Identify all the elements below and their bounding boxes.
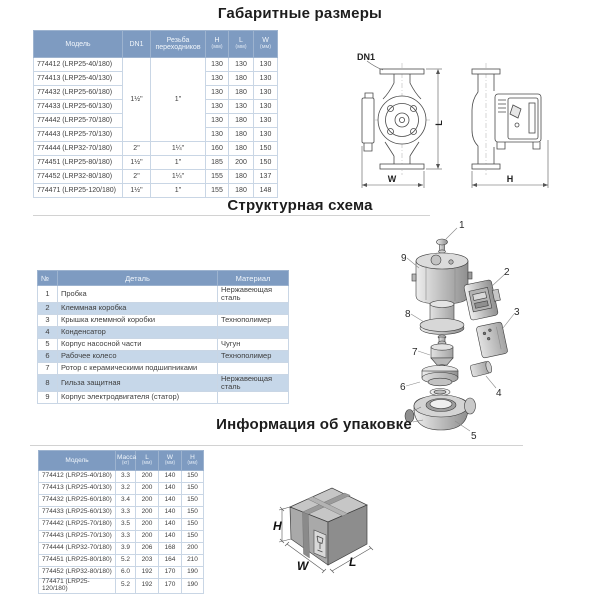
cell-l: 200 xyxy=(136,495,159,507)
dimension-line-l xyxy=(426,69,442,169)
cell-model: 774444 (LRP32-70/180) xyxy=(39,543,116,555)
cell-model: 774432 (LRP25-60/180) xyxy=(39,495,116,507)
label-box-h: H xyxy=(273,519,282,533)
table-row xyxy=(39,555,204,567)
cell-model: 774443 (LRP25-70/130) xyxy=(39,531,116,543)
cell-model: 774442 (LRP25-70/180) xyxy=(39,519,116,531)
callout-6: 6 xyxy=(400,382,406,393)
cell-w: 140 xyxy=(159,531,182,543)
cell-model: 774452 (LRP32-80/180) xyxy=(39,567,116,579)
cell-w: 130 xyxy=(254,72,278,86)
part-terminal-box xyxy=(464,278,504,320)
cell-h: 130 xyxy=(206,128,229,142)
table-row xyxy=(38,326,289,338)
cell-l: 180 xyxy=(229,128,254,142)
callout-8: 8 xyxy=(405,309,411,320)
cell-mass: 3.5 xyxy=(116,519,136,531)
package-box xyxy=(290,488,367,565)
cell-part: Пробка xyxy=(58,286,218,303)
cell-w: 150 xyxy=(254,142,278,156)
label-h: H xyxy=(506,174,514,184)
cell-w: 148 xyxy=(254,184,278,198)
col-model: Модель xyxy=(34,31,123,58)
cell-h: 200 xyxy=(182,543,204,555)
cell-w: 140 xyxy=(159,507,182,519)
parts-table-header xyxy=(38,271,289,286)
cell-thread: 1¼" xyxy=(151,142,206,156)
cell-dn1: 2" xyxy=(123,170,151,184)
table-row xyxy=(38,350,289,362)
cell-part: Рабочее колесо xyxy=(58,350,218,362)
table-row xyxy=(38,362,289,374)
section-divider-2 xyxy=(30,445,523,446)
cell-w: 137 xyxy=(254,170,278,184)
pump-dimension-drawing xyxy=(345,45,595,195)
part-motor-housing xyxy=(412,253,472,304)
callout-7: 7 xyxy=(412,347,418,358)
cell-l: 200 xyxy=(136,483,159,495)
cell-w: 130 xyxy=(254,86,278,100)
col-h: H (мм) xyxy=(182,451,204,471)
cell-l: 180 xyxy=(229,86,254,100)
cell-number: 1 xyxy=(38,286,58,303)
label-dn1: DN1 xyxy=(357,52,376,62)
cell-number: 2 xyxy=(38,302,58,314)
col-model: Модель xyxy=(39,451,116,471)
label-box-l: L xyxy=(349,555,357,569)
cell-h: 130 xyxy=(206,86,229,100)
col-l: L (мм) xyxy=(229,31,254,58)
table-row xyxy=(38,391,289,403)
cell-mass: 5.2 xyxy=(116,555,136,567)
cell-number: 8 xyxy=(38,374,58,391)
table-row xyxy=(38,286,289,303)
cell-thread: 1" xyxy=(151,156,206,170)
col-mass: Масса (кг) xyxy=(116,451,136,471)
pump-side-view xyxy=(472,63,541,175)
col-w: W (мм) xyxy=(254,31,278,58)
cell-material: Нержавеющая сталь xyxy=(218,286,289,303)
table-row xyxy=(34,142,278,156)
cell-part: Клеммная коробка xyxy=(58,302,218,314)
cell-part: Гильза защитная xyxy=(58,374,218,391)
cell-w: 170 xyxy=(159,579,182,594)
table-row xyxy=(38,302,289,314)
col-h: H (мм) xyxy=(206,31,229,58)
table-row xyxy=(39,483,204,495)
cell-model: 774444 (LRP32-70/180) xyxy=(34,142,123,156)
cell-l: 200 xyxy=(136,507,159,519)
cell-number: 6 xyxy=(38,350,58,362)
callout-4: 4 xyxy=(496,388,502,399)
cell-model: 774443 (LRP25-70/130) xyxy=(34,128,123,142)
cell-material xyxy=(218,362,289,374)
table-row xyxy=(39,543,204,555)
cell-h: 155 xyxy=(206,184,229,198)
cell-model: 774451 (LRP25-80/180) xyxy=(34,156,123,170)
cell-thread: 1" xyxy=(151,58,206,142)
callout-1: 1 xyxy=(459,220,465,231)
table-row xyxy=(38,374,289,391)
cell-part: Корпус насосной части xyxy=(58,338,218,350)
cell-w: 130 xyxy=(254,100,278,114)
cell-h: 130 xyxy=(206,114,229,128)
section-divider-1 xyxy=(33,215,430,216)
cell-h: 185 xyxy=(206,156,229,170)
cell-material xyxy=(218,326,289,338)
part-impeller xyxy=(422,366,458,396)
cell-number: 4 xyxy=(38,326,58,338)
cell-w: 140 xyxy=(159,483,182,495)
section-title-packaging: Информация об упаковке xyxy=(216,416,412,433)
cell-w: 130 xyxy=(254,58,278,72)
cell-model: 774412 (LRP25-40/180) xyxy=(34,58,123,72)
cell-w: 170 xyxy=(159,567,182,579)
cell-w: 140 xyxy=(159,495,182,507)
cell-model: 774433 (LRP25-60/130) xyxy=(34,100,123,114)
fragile-label-icon xyxy=(314,530,326,558)
cell-w: 150 xyxy=(254,156,278,170)
cell-l: 192 xyxy=(136,567,159,579)
parts-table xyxy=(37,270,289,404)
cell-h: 150 xyxy=(182,471,204,483)
cell-model: 774413 (LRP25-40/130) xyxy=(34,72,123,86)
cell-w: 164 xyxy=(159,555,182,567)
cell-number: 5 xyxy=(38,338,58,350)
cell-part: Корпус электродвигателя (статор) xyxy=(58,391,218,403)
cell-dn1: 1½" xyxy=(123,184,151,198)
cell-dn1: 2" xyxy=(123,142,151,156)
table-row xyxy=(34,156,278,170)
table-row xyxy=(39,495,204,507)
callout-9: 9 xyxy=(401,253,407,264)
cell-mass: 3.4 xyxy=(116,495,136,507)
cell-mass: 3.3 xyxy=(116,471,136,483)
table-row xyxy=(39,471,204,483)
cell-material: Чугун xyxy=(218,338,289,350)
cell-l: 180 xyxy=(229,142,254,156)
cell-l: 130 xyxy=(229,100,254,114)
pump-front-view xyxy=(362,63,431,175)
cell-w: 168 xyxy=(159,543,182,555)
table-row xyxy=(34,58,278,72)
cell-material: Технополимер xyxy=(218,314,289,326)
cell-mass: 3.3 xyxy=(116,531,136,543)
cell-l: 180 xyxy=(229,170,254,184)
cell-h: 150 xyxy=(182,495,204,507)
dimensions-table xyxy=(33,30,278,198)
cell-h: 130 xyxy=(206,58,229,72)
col-number: № xyxy=(38,271,58,286)
part-terminal-box-cover xyxy=(476,322,508,359)
cell-model: 774412 (LRP25-40/180) xyxy=(39,471,116,483)
table-row xyxy=(34,170,278,184)
table-row xyxy=(38,338,289,350)
table-row xyxy=(39,579,204,594)
cell-thread: 1¼" xyxy=(151,170,206,184)
cell-model: 774471 (LRP25-120/180) xyxy=(39,579,116,594)
cell-model: 774433 (LRP25-60/130) xyxy=(39,507,116,519)
cell-h: 150 xyxy=(182,519,204,531)
cell-l: 130 xyxy=(229,58,254,72)
cell-mass: 5.2 xyxy=(116,579,136,594)
callout-2: 2 xyxy=(504,267,510,278)
col-l: L (мм) xyxy=(136,451,159,471)
cell-l: 200 xyxy=(136,531,159,543)
table-row xyxy=(38,314,289,326)
cell-number: 9 xyxy=(38,391,58,403)
table-row xyxy=(39,567,204,579)
cell-h: 210 xyxy=(182,555,204,567)
cell-model: 774452 (LRP32-80/180) xyxy=(34,170,123,184)
cell-mass: 3.2 xyxy=(116,483,136,495)
cell-h: 190 xyxy=(182,579,204,594)
label-box-w: W xyxy=(297,559,309,573)
cell-mass: 6.0 xyxy=(116,567,136,579)
part-plug xyxy=(437,239,448,253)
col-material: Материал xyxy=(218,271,289,286)
callout-3: 3 xyxy=(514,307,520,318)
cell-h: 160 xyxy=(206,142,229,156)
cell-l: 192 xyxy=(136,579,159,594)
cell-part: Конденсатор xyxy=(58,326,218,338)
cell-h: 130 xyxy=(206,72,229,86)
cell-thread: 1" xyxy=(151,184,206,198)
cell-w: 130 xyxy=(254,114,278,128)
table-row xyxy=(39,519,204,531)
pump-exploded-diagram xyxy=(393,216,548,448)
cell-l: 200 xyxy=(136,519,159,531)
cell-l: 200 xyxy=(229,156,254,170)
dimensions-table-header xyxy=(34,31,278,58)
cell-dn1: 1½" xyxy=(123,156,151,170)
label-l: L xyxy=(434,120,444,126)
callout-5: 5 xyxy=(471,431,477,442)
cell-dn1: 1½" xyxy=(123,58,151,142)
cell-w: 140 xyxy=(159,519,182,531)
cell-l: 206 xyxy=(136,543,159,555)
cell-part: Крышка клеммной коробки xyxy=(58,314,218,326)
part-capacitor xyxy=(470,361,493,378)
cell-l: 180 xyxy=(229,72,254,86)
package-box-drawing xyxy=(270,462,450,592)
cell-model: 774432 (LRP25-60/180) xyxy=(34,86,123,100)
packaging-table-header xyxy=(39,451,204,471)
cell-h: 130 xyxy=(206,100,229,114)
col-thread: Резьба переходников xyxy=(151,31,206,58)
cell-h: 190 xyxy=(182,567,204,579)
col-w: W (мм) xyxy=(159,451,182,471)
cell-number: 3 xyxy=(38,314,58,326)
label-w: W xyxy=(387,174,397,184)
table-row xyxy=(34,184,278,198)
cell-model: 774471 (LRP25-120/180) xyxy=(34,184,123,198)
cell-material: Технополимер xyxy=(218,350,289,362)
cell-material: Нержавеющая сталь xyxy=(218,374,289,391)
cell-h: 150 xyxy=(182,507,204,519)
cell-number: 7 xyxy=(38,362,58,374)
cell-h: 155 xyxy=(206,170,229,184)
cell-mass: 3.3 xyxy=(116,507,136,519)
cell-w: 130 xyxy=(254,128,278,142)
section-title-dimensions: Габаритные размеры xyxy=(217,5,383,22)
cell-material xyxy=(218,302,289,314)
section-title-structure: Структурная схема xyxy=(227,197,373,214)
col-part: Деталь xyxy=(58,271,218,286)
cell-l: 200 xyxy=(136,471,159,483)
table-row xyxy=(39,507,204,519)
cell-model: 774413 (LRP25-40/130) xyxy=(39,483,116,495)
cell-l: 180 xyxy=(229,114,254,128)
part-protective-sleeve xyxy=(420,301,464,346)
cell-mass: 3.9 xyxy=(116,543,136,555)
cell-model: 774451 (LRP25-80/180) xyxy=(39,555,116,567)
col-dn1: DN1 xyxy=(123,31,151,58)
part-rotor xyxy=(431,344,453,369)
cell-h: 150 xyxy=(182,483,204,495)
cell-l: 203 xyxy=(136,555,159,567)
cell-model: 774442 (LRP25-70/180) xyxy=(34,114,123,128)
cell-part: Ротор с керамическими подшипниками xyxy=(58,362,218,374)
cell-w: 140 xyxy=(159,471,182,483)
cell-h: 150 xyxy=(182,531,204,543)
cell-material xyxy=(218,391,289,403)
cell-l: 180 xyxy=(229,184,254,198)
packaging-table xyxy=(38,450,204,594)
table-row xyxy=(39,531,204,543)
